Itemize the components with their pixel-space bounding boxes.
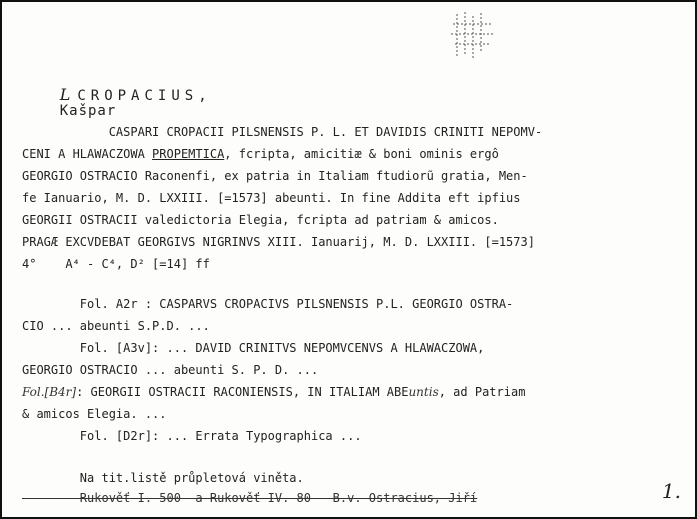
author-given-name: Kašpar: [59, 103, 117, 119]
fol-line-5: [22, 385, 525, 400]
heading-mark: L: [59, 85, 72, 104]
body-line-2-end: , fcripta, amicitiæ & boni ominis ergô: [224, 147, 499, 161]
fol-handwritten-word: untis: [408, 385, 439, 399]
body-line-2: [22, 147, 499, 162]
title-page-note: Na tit.listě průpletová viněta.: [22, 471, 304, 485]
sheet-number: 1.: [661, 479, 681, 503]
fol-line-4: GEORGIO OSTRACIO ... abeunti S. P. D. ...: [22, 363, 319, 377]
body-line-7: 4° A⁴ - C⁴, D² [=14] ff: [22, 257, 210, 271]
body-line-1: CASPARI CROPACII PILSNENSIS P. L. ET DAVIDIS CRINITI NEPOMV-: [22, 125, 543, 139]
fol-line-1: Fol. A2r : CASPARVS CROPACIVS PILSNENSIS P.L. GEORGIO OSTRA-: [22, 297, 514, 311]
body-line-2-start: CENI A HLAWACZOWA: [22, 147, 153, 161]
fol-line-3: Fol. [A3v]: ... DAVID CRINITVS NEPOMVCENVS A HLAWACZOWA,: [22, 341, 485, 355]
body-line-6: PRAGÆ EXCVDEBAT GEORGIVS NIGRINVS XIII. Ianuarij, M. D. LXXIII. [=1573]: [22, 235, 535, 249]
fol-line-5-text: : GEORGII OSTRACII RACONIENSIS, IN ITALIAM ABE: [76, 385, 409, 399]
heading-separator: ,: [198, 88, 208, 104]
fol-line-7: Fol. [D2r]: ... Errata Typographica ...: [22, 429, 362, 443]
library-stamp: [447, 10, 495, 60]
fol-handwritten-prefix: Fol.[B4r]: [22, 385, 77, 399]
body-line-3: GEORGIO OSTRACIO Raconenfi, ex patria in Italiam ftudiorũ gratia, Men-: [22, 169, 528, 183]
fol-line-2: CIO ... abeunti S.P.D. ...: [22, 319, 210, 333]
author-surname: CROPACIUS: [77, 88, 199, 104]
struck-reference: Rukověť I. 500 a Rukověť IV. 80 — B.v. Ostracius, Jiří: [22, 491, 478, 505]
body-line-5: GEORGII OSTRACII valedictoria Elegia, fcripta ad patriam & amicos.: [22, 213, 499, 227]
propemtica-underlined: PROPEMTICA: [152, 147, 225, 161]
fol-line-5-end: , ad Patriam: [438, 385, 526, 399]
fol-line-6: & amicos Elegia. ...: [22, 407, 167, 421]
body-line-4: fe Ianuario, M. D. LXXIII. [=1573] abeunti. In fine Addita eft ipfius: [22, 191, 521, 205]
